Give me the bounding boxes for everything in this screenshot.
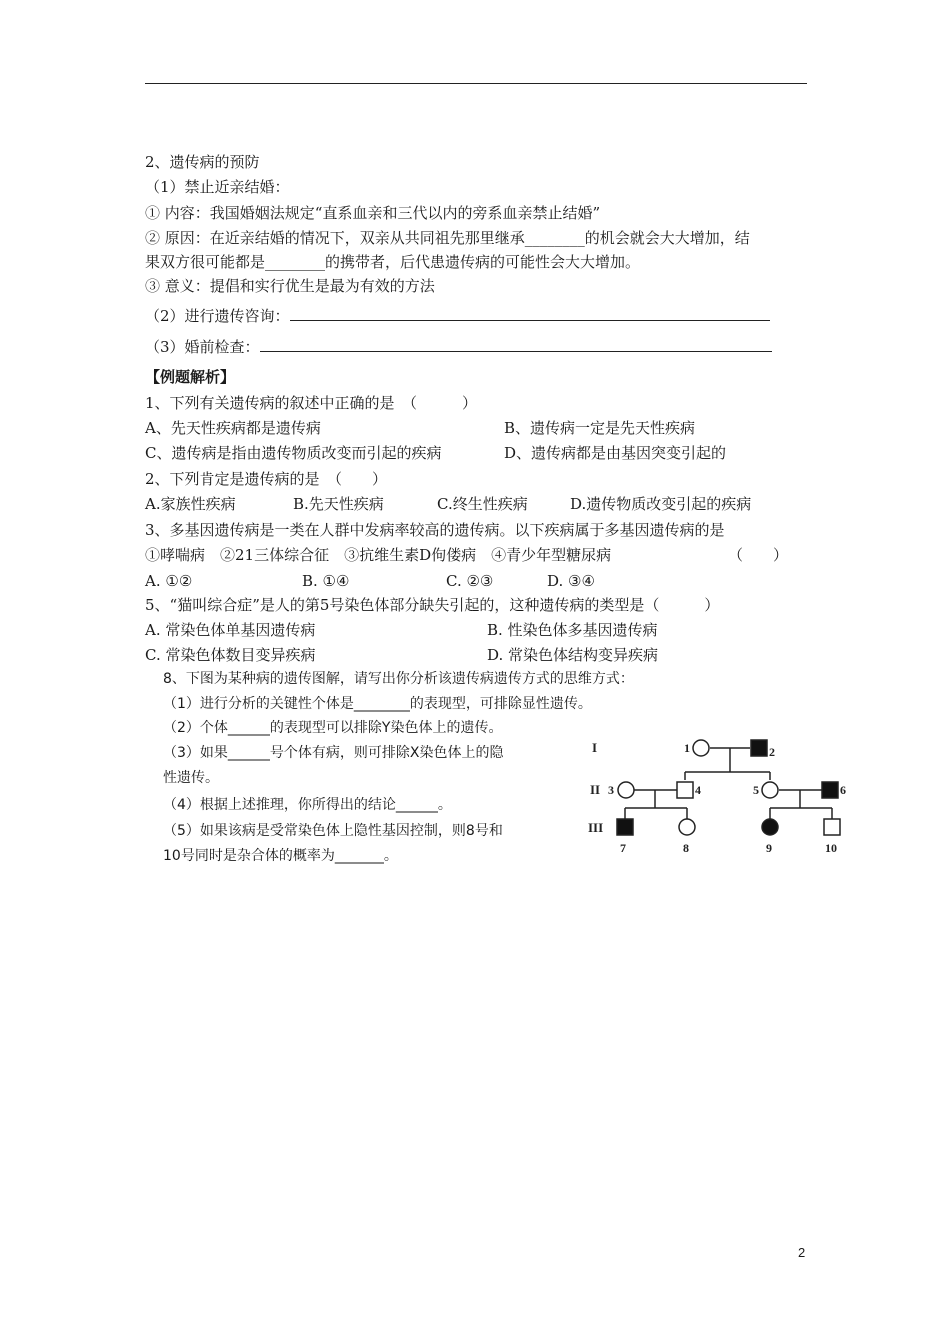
subsection-1-title: （1）禁止近亲结婚： [145, 178, 290, 196]
q8-part-5a: （5）如果该病是受常染色体上隐性基因控制，则8号和 [163, 823, 503, 839]
gen-label-2: II [590, 782, 601, 797]
q1-option-b: B、遗传病一定是先天性疾病 [504, 419, 696, 437]
consult-blank[interactable] [290, 306, 770, 321]
q8-stem: 8、下图为某种病的遗传图解，请写出你分析该遗传病遗传方式的思维方式： [163, 671, 634, 687]
label-10: 10 [825, 841, 837, 855]
label-7: 7 [620, 841, 626, 855]
q8-part-1: （1）进行分析的关键性个体是________的表现型，可排除显性遗传。 [163, 696, 592, 712]
q3-option-d: D. ③④ [547, 572, 595, 590]
q3-stem: 3、多基因遗传病是一类在人群中发病率较高的遗传病。以下疾病属于多基因遗传病的是 [145, 521, 725, 539]
label-3: 3 [608, 783, 614, 797]
q8-part-2: （2）个体______的表现型可以排除Y染色体上的遗传。 [163, 720, 503, 736]
q1-stem: 1、下列有关遗传病的叙述中正确的是 （ ） [145, 394, 478, 412]
gen-label-1: I [592, 740, 598, 755]
individual-1 [693, 740, 709, 756]
label-1: 1 [684, 741, 690, 755]
individual-5 [762, 782, 778, 798]
examples-heading: 【例题解析】 [145, 368, 236, 386]
individual-4 [677, 782, 693, 798]
q5-option-b: B. 性染色体多基因遗传病 [487, 621, 658, 639]
exam-line [145, 337, 772, 357]
section-title: 2、遗传病的预防 [145, 153, 260, 171]
gen-label-3: III [588, 820, 604, 835]
q5-option-d: D. 常染色体结构变异疾病 [487, 646, 659, 664]
q2-stem: 2、下列肯定是遗传病的是 （ ） [145, 470, 388, 488]
label-6: 6 [840, 783, 846, 797]
q1-option-d: D、遗传病都是由基因突变引起的 [504, 444, 727, 462]
label-9: 9 [766, 841, 772, 855]
q3-paren: （ ） [728, 546, 789, 564]
reason-line-2: 果双方很可能都是________的携带者，后代患遗传病的可能性会大大增加。 [145, 253, 641, 271]
individual-3 [618, 782, 634, 798]
pedigree-chart [580, 730, 855, 860]
individual-10 [824, 819, 840, 835]
page-number: 2 [798, 1245, 806, 1260]
q2-option-d: D.遗传物质改变引起的疾病 [570, 495, 752, 513]
label-4: 4 [695, 783, 701, 797]
exam-label: （3）婚前检查： [145, 338, 260, 356]
q3-option-c: C. ②③ [446, 572, 494, 590]
q8-part-3b: 性遗传。 [163, 770, 219, 786]
reason-line-1: ② 原因：在近亲结婚的情况下，双亲从共同祖先那里继承________的机会就会大大增加，结 [145, 229, 750, 247]
q5-option-c: C. 常染色体数目变异疾病 [145, 646, 316, 664]
q8-part-3a: （3）如果______号个体有病，则可排除X染色体上的隐 [163, 745, 504, 761]
label-8: 8 [683, 841, 689, 855]
label-5: 5 [753, 783, 759, 797]
exam-blank[interactable] [260, 337, 772, 352]
meaning-line: ③ 意义：提倡和实行优生是最为有效的方法 [145, 277, 435, 295]
q8-part-4: （4）根据上述推理，你所得出的结论______。 [163, 797, 452, 813]
q3-items: ①哮喘病 ②21三体综合征 ③抗维生素D佝偻病 ④青少年型糖尿病 [145, 546, 612, 564]
q1-option-c: C、遗传病是指由遗传物质改变而引起的疾病 [145, 444, 442, 462]
q5-option-a: A. 常染色体单基因遗传病 [145, 621, 316, 639]
q3-option-a: A. ①② [145, 572, 193, 590]
q3-option-b: B. ①④ [302, 572, 350, 590]
q2-option-a: A.家族性疾病 [145, 495, 236, 513]
q2-option-b: B.先天性疾病 [293, 495, 384, 513]
q5-stem: 5、“猫叫综合症”是人的第5号染色体部分缺失引起的，这种遗传病的类型是（ ） [145, 596, 720, 614]
individual-8 [679, 819, 695, 835]
content-line: ① 内容：我国婚姻法规定“直系血亲和三代以内的旁系血亲禁止结婚” [145, 204, 601, 222]
label-2: 2 [769, 745, 775, 759]
individual-2 [751, 740, 767, 756]
consult-line [145, 306, 770, 326]
individual-9 [762, 819, 778, 835]
consult-label: （2）进行遗传咨询： [145, 307, 290, 325]
q2-option-c: C.终生性疾病 [437, 495, 528, 513]
q1-option-a: A、先天性疾病都是遗传病 [145, 419, 321, 437]
individual-6 [822, 782, 838, 798]
header-rule [145, 83, 807, 84]
individual-7 [617, 819, 633, 835]
q8-part-5b: 10号同时是杂合体的概率为_______。 [163, 848, 398, 864]
